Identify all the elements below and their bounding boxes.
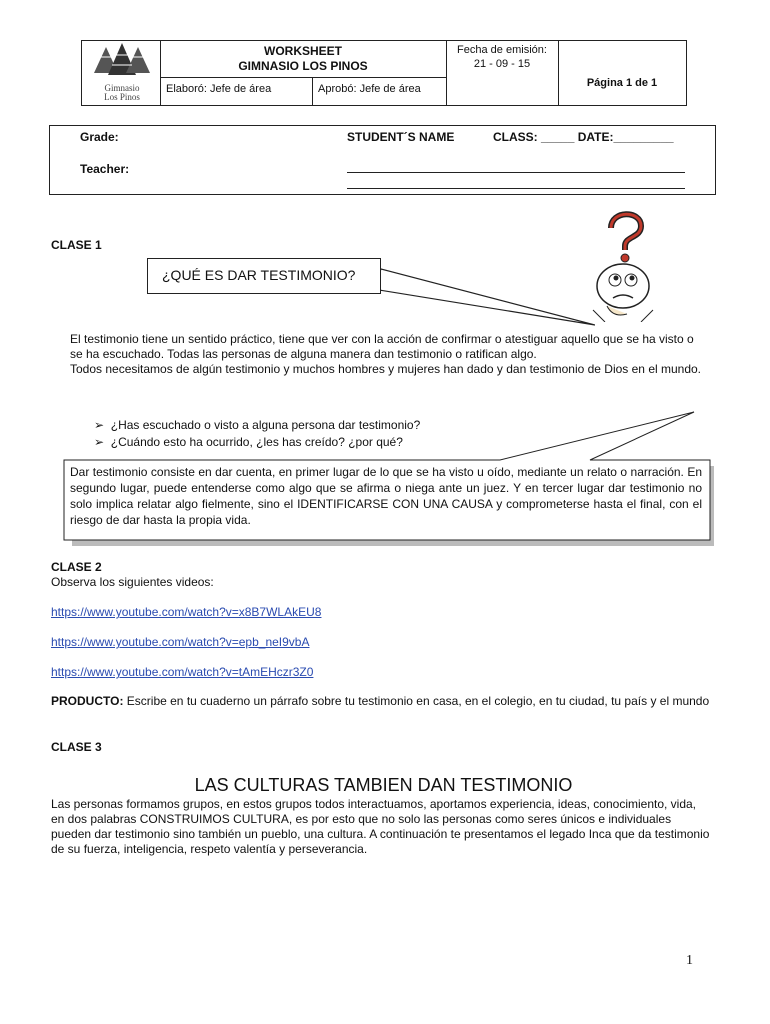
arrow-bullet-icon: ➢ [94, 435, 105, 449]
clase1-paragraph-1: El testimonio tiene un sentido práctico, tiene que ver con la acción de confirmar o atestiguar aquello que se ha visto o se ha escuchado. Todas las personas de alguna manera dan testimonio o ratifican algo. [70, 332, 694, 361]
video-link[interactable]: https://www.youtube.com/watch?v=x8B7WLAkEU8 [51, 605, 322, 619]
thinking-person-icon [583, 206, 663, 322]
clase2-intro: Observa los siguientes videos: [51, 575, 214, 589]
header-divider [160, 77, 446, 78]
name-line [347, 172, 685, 173]
teacher-label: Teacher: [80, 162, 130, 176]
producto-paragraph [51, 694, 716, 709]
fecha-value: 21 - 09 - 15 [473, 58, 531, 70]
aprobo-label: Aprobó: Jefe de área [318, 83, 421, 95]
video-link[interactable]: https://www.youtube.com/watch?v=epb_neI9vbA [51, 635, 310, 649]
student-info-box [49, 125, 716, 195]
clase1-paragraph-2: Todos necesitamos de algún testimonio y muchos hombres y mujeres han dado y dan testimonio de Dios en el mundo. [70, 362, 702, 376]
school-name: GIMNASIO LOS PINOS [238, 59, 368, 73]
school-logo [90, 43, 154, 103]
name-line [347, 188, 685, 189]
header-divider [558, 41, 559, 105]
clase2-heading: CLASE 2 [51, 560, 102, 574]
grade-label: Grade: [80, 130, 119, 144]
bullet-text: ¿Cuándo esto ha ocurrido, ¿les has creído? ¿por qué? [110, 435, 403, 449]
pine-trees-logo-icon [90, 43, 154, 79]
video-link[interactable]: https://www.youtube.com/watch?v=tAmEHczr3Z0 [51, 665, 314, 679]
header-table [81, 40, 687, 106]
question-bubble [147, 258, 381, 294]
page-indicator: Página 1 de 1 [586, 77, 658, 89]
class-date-label: CLASS: _____ DATE:_________ [493, 130, 674, 144]
clase3-paragraph: Las personas formamos grupos, en estos grupos todos interactuamos, aportamos experiencia, ideas, conocimiento, vida, en dos palabras CONSTRUIMOS CULTURA, es por esto que no solo las personas como seres únicos e individuales pueden dar testimonio sino también un pueblo, una cultura. A continuación te presentamos el legado Inca que da testimonio de su fuerza, inteligencia, respeto valentía y perseverancia. [51, 797, 710, 856]
producto-label: PRODUCTO: [51, 694, 124, 708]
elaboro-label: Elaboró: Jefe de área [166, 83, 272, 95]
bullet-text: ¿Has escuchado o visto a alguna persona dar testimonio? [110, 418, 421, 432]
callout-text: Dar testimonio consiste en dar cuenta, en primer lugar de lo que se ha visto u oído, mediante un relato o narración. En segundo lugar, puede entenderse como algo que se afirma o niega ante un juez. Y en tercer lugar dar testimonio no solo implica relatar algo fielmente, sino el IDENTIFICARSE CON UNA CAUSA y comprometerse hasta el final, con el riesgo de dar hasta la propia vida. [70, 465, 702, 527]
clase3-heading: CLASE 3 [51, 740, 102, 754]
logo-text-1: Gimnasio [104, 83, 140, 93]
fecha-label: Fecha de emisión: [457, 44, 547, 56]
clase1-heading: CLASE 1 [51, 238, 102, 252]
worksheet-title: WORKSHEET [264, 44, 342, 58]
clase3-title: LAS CULTURAS TAMBIEN DAN TESTIMONIO [194, 775, 573, 795]
producto-text: Escribe en tu cuaderno un párrafo sobre tu testimonio en casa, en el colegio, en tu ciudad, tu país y el mundo [123, 694, 710, 708]
question-bubble-text: ¿QUÉ ES DAR TESTIMONIO? [162, 267, 356, 283]
arrow-bullet-icon: ➢ [94, 418, 105, 432]
student-name-label: STUDENT´S NAME [347, 130, 455, 144]
logo-text-2: Los Pinos [104, 92, 140, 102]
header-divider [312, 77, 313, 105]
page-number: 1 [686, 953, 693, 968]
